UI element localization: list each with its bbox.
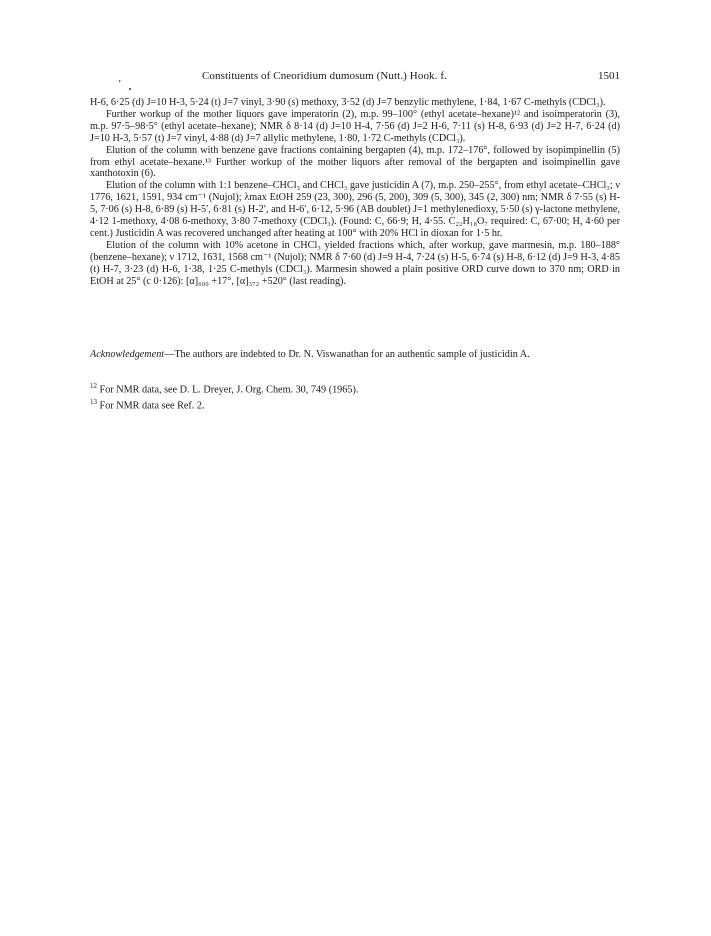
acknowledgement-text: —The authors are indebted to Dr. N. Viswanathan for an authentic sample of justicidin A. [164, 349, 530, 360]
footnotes [90, 380, 620, 413]
footnote-text: For NMR data see Ref. 2. [99, 400, 205, 412]
footnote-number: 13 [90, 398, 97, 407]
paragraph-imperatorin: Further workup of the mother liquors gave imperatorin (2), m.p. 99–100° (ethyl acetate–hexane)¹² and isoimperatorin (3), m.p. 97·5–98·5° (ethyl acetate–hexane); NMR δ 8·14 (d) J=10 H-4, 7·56 (d) J=2 H-6, 7·11 (s) H-8, 6·93 (d) J=2 H-7, 6·24 (d) J=10 H-3, 5·57 (t) J=7 vinyl, 4·88 (d) J=7 allylic methylene, 1·80, 1·72 C-methyls (CDCl₃). [90, 108, 620, 144]
running-header [90, 70, 620, 86]
paragraph-bergapten: Elution of the column with benzene gave fractions containing bergapten (4), m.p. 172–176°, followed by isopimpinellin (5) from ethyl acetate–hexane.¹³ Further workup of the mother liquors after removal of the bergapten and isoimpinellin gave xanthotoxin (6). [90, 144, 620, 180]
paragraph-justicidin: Elution of the column with 1:1 benzene–CHCl₃ and CHCl₃ gave justicidin A (7), m.p. 250–255°, from ethyl acetate–CHCl₃; ν 1776, 1621, 1591, 934 cm⁻¹ (Nujol); λmax EtOH 259 (23, 300), 296 (5, 200), 309 (5, 300), 345 (2, 300) nm; NMR δ 7·55 (s) H-5, 7·06 (s) H-8, 6·89 (s) H-5′, 6·81 (s) H-2′, and H-6′, 6·12, 5·96 (AB doublet) J=1 methylenedioxy, 5·50 (s) γ-lactone methylene, 4·12 1-methoxy, 4·08 6-methoxy, 3·80 7-methoxy (CDCl₃). (Found: C, 66·9; H, 4·55. C₂₂H₁₈O₇ required: C, 67·00; H, 4·60 per cent.) Justicidin A was recovered unchanged after heating at 100° with 20% HCl in dioxan for 1·5 hr. [90, 180, 620, 239]
page-number: 1501 [598, 70, 620, 82]
running-title: Constituents of Cneoridium dumosum (Nutt.) Hook. f. [202, 70, 447, 82]
footnote-item [90, 380, 620, 396]
stray-dot [129, 88, 131, 90]
experimental-text [90, 97, 620, 288]
paragraph-marmesin: Elution of the column with 10% acetone in CHCl₃ yielded fractions which, after workup, gave marmesin, m.p. 180–188° (benzene–hexane); ν 1712, 1631, 1568 cm⁻¹ (Nujol); NMR δ 7·60 (d) J=9 H-4, 7·24 (s) H-5, 6·74 (s) H-8, 6·12 (d) J=9 H-3, 4·85 (t) H-7, 3·23 (d) H-6, 1·38, 1·25 C-methyls (CDCl₃). Marmesin showed a plain positive ORD curve down to 370 nm; ORD in EtOH at 25° (c 0·126): [α]₆₀₀ +17°, [α]₃₇₂ +520° (last reading). [90, 239, 620, 287]
acknowledgement-label: Acknowledgement [90, 349, 165, 360]
acknowledgement [90, 349, 620, 361]
paragraph-marmin-nmr: H-6, 6·25 (d) J=10 H-3, 5·24 (t) J=7 vinyl, 3·90 (s) methoxy, 3·52 (d) J=7 benzylic methylene, 1·84, 1·67 C-methyls (CDCl₃). [90, 97, 606, 108]
footnote-text: For NMR data, see D. L. Dreyer, J. Org. Chem. 30, 749 (1965). [99, 384, 359, 396]
header-mark: ‚ [118, 73, 122, 84]
footnote-item [90, 396, 620, 412]
footnote-number: 12 [90, 382, 97, 390]
